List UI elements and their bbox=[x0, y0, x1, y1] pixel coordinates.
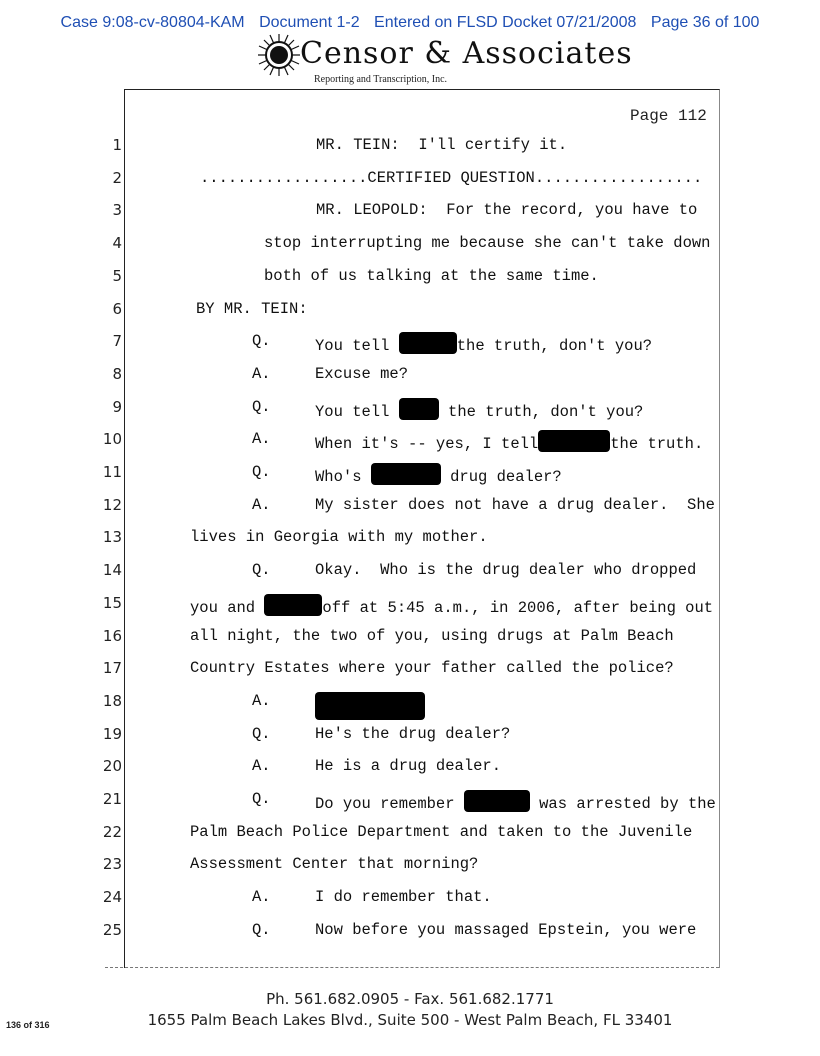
line-content: BY MR. TEIN: bbox=[196, 299, 308, 318]
line-number: 19 bbox=[102, 724, 122, 743]
line-content: MR. TEIN: I'll certify it. bbox=[316, 136, 568, 154]
transcript-line bbox=[0, 692, 820, 716]
line-content-after-redaction: the truth. bbox=[610, 435, 704, 454]
transcript-line bbox=[0, 169, 820, 193]
line-text bbox=[316, 136, 567, 154]
docket-page: Page 36 of 100 bbox=[650, 14, 760, 31]
redaction-block bbox=[538, 430, 610, 452]
line-content: Who's bbox=[315, 468, 371, 486]
line-number: 24 bbox=[102, 888, 122, 907]
line-content: I do remember that. bbox=[315, 888, 492, 907]
line-text bbox=[315, 365, 408, 383]
docket-entry: Entered on FLSD Docket 07/21/2008 bbox=[374, 14, 637, 31]
line-text bbox=[315, 398, 643, 421]
line-number: 3 bbox=[112, 201, 122, 220]
line-content: He is a drug dealer. bbox=[315, 757, 502, 776]
line-number: 16 bbox=[102, 626, 122, 645]
line-content: Do you remember bbox=[315, 795, 464, 813]
line-content: My sister does not have a drug dealer. She bbox=[315, 495, 715, 514]
line-content: Excuse me? bbox=[315, 364, 409, 383]
line-text bbox=[315, 430, 703, 453]
line-content: you and bbox=[190, 598, 265, 617]
transcript-line bbox=[0, 757, 820, 781]
line-text bbox=[315, 463, 562, 486]
line-number: 9 bbox=[112, 397, 122, 416]
line-text bbox=[190, 855, 478, 873]
transcript-line bbox=[0, 594, 820, 618]
line-content-after-redaction: the truth, don't you? bbox=[456, 337, 653, 356]
transcript-line bbox=[0, 725, 820, 749]
redaction-block bbox=[371, 463, 441, 485]
line-number: 20 bbox=[102, 757, 122, 776]
transcript-line bbox=[0, 365, 820, 389]
speaker-marker: A. bbox=[252, 757, 271, 776]
line-number: 23 bbox=[102, 855, 122, 874]
redaction-block bbox=[399, 398, 439, 420]
line-number: 14 bbox=[102, 561, 122, 580]
line-number: 22 bbox=[102, 822, 122, 841]
redaction-block bbox=[464, 790, 530, 812]
line-text bbox=[190, 627, 674, 645]
transcript-line bbox=[0, 300, 820, 324]
line-content: Okay. Who is the drug dealer who dropped bbox=[315, 561, 697, 580]
line-content: Palm Beach Police Department and taken to the Juvenile bbox=[190, 822, 693, 841]
case-number: Case 9:08-cv-80804-KAM bbox=[60, 14, 245, 31]
transcript-line bbox=[0, 398, 820, 422]
transcript-line bbox=[0, 823, 820, 847]
line-content-after-redaction: drug dealer? bbox=[440, 468, 562, 486]
line-number: 8 bbox=[112, 364, 122, 383]
line-content: Assessment Center that morning? bbox=[190, 855, 479, 874]
line-text bbox=[190, 823, 692, 841]
line-number: 6 bbox=[112, 299, 122, 318]
line-text bbox=[200, 169, 702, 187]
line-content: You tell bbox=[315, 337, 399, 356]
document-number: Document 1-2 bbox=[259, 14, 360, 31]
line-text bbox=[315, 692, 425, 720]
transcript-line bbox=[0, 136, 820, 160]
line-text bbox=[315, 888, 492, 906]
line-content: Now before you massaged Epstein, you were bbox=[315, 920, 697, 939]
transcript-line bbox=[0, 921, 820, 945]
transcript-line bbox=[0, 659, 820, 683]
company-logo bbox=[230, 32, 633, 90]
footer-address: 1655 Palm Beach Lakes Blvd., Suite 500 - West Palm Beach, FL 33401 bbox=[147, 1011, 673, 1029]
line-text bbox=[315, 561, 696, 579]
line-number: 18 bbox=[102, 691, 122, 710]
transcript-line bbox=[0, 201, 820, 225]
line-content-after-redaction: was arrested by the bbox=[529, 795, 716, 813]
transcript-line bbox=[0, 430, 820, 454]
line-content: stop interrupting me because she can't take down bbox=[264, 234, 711, 253]
speaker-marker: Q. bbox=[252, 332, 271, 351]
transcript-line bbox=[0, 561, 820, 585]
speaker-marker: Q. bbox=[252, 397, 271, 416]
speaker-marker: Q. bbox=[252, 463, 271, 481]
footer-phone: Ph. 561.682.0905 - Fax. 561.682.1771 bbox=[266, 990, 554, 1008]
line-text bbox=[315, 921, 696, 939]
line-text bbox=[315, 332, 652, 355]
speaker-marker: Q. bbox=[252, 920, 271, 939]
line-number: 1 bbox=[112, 136, 122, 154]
line-content: Country Estates where your father called the police? bbox=[190, 659, 674, 678]
line-text bbox=[315, 790, 716, 813]
line-content: You tell bbox=[315, 402, 399, 421]
line-text bbox=[316, 201, 697, 219]
line-content: lives in Georgia with my mother. bbox=[190, 528, 488, 547]
transcript-page-label: Page 112 bbox=[630, 107, 707, 125]
line-number: 12 bbox=[102, 495, 122, 514]
speaker-marker: A. bbox=[252, 495, 271, 514]
transcript-line bbox=[0, 888, 820, 912]
line-number: 25 bbox=[102, 920, 122, 939]
line-content: both of us talking at the same time. bbox=[264, 266, 599, 285]
line-number: 10 bbox=[102, 430, 122, 449]
redaction-block bbox=[399, 332, 457, 354]
transcript-line bbox=[0, 528, 820, 552]
speaker-marker: Q. bbox=[252, 790, 271, 808]
line-content: He's the drug dealer? bbox=[315, 724, 511, 743]
line-content-after-redaction: the truth, don't you? bbox=[438, 402, 644, 421]
page-count: 136 of 316 bbox=[6, 1020, 50, 1030]
line-number: 4 bbox=[112, 234, 122, 253]
line-number: 13 bbox=[102, 528, 122, 547]
line-number: 11 bbox=[102, 463, 122, 481]
transcript-line bbox=[0, 790, 820, 814]
line-content: When it's -- yes, I tell bbox=[315, 435, 539, 454]
line-text bbox=[315, 496, 715, 514]
transcript-line bbox=[0, 234, 820, 258]
line-text bbox=[190, 659, 674, 677]
transcript-line bbox=[0, 332, 820, 356]
transcript-line bbox=[0, 267, 820, 291]
line-number: 15 bbox=[102, 593, 122, 612]
redaction-block bbox=[315, 692, 425, 720]
line-text bbox=[196, 300, 308, 318]
speaker-marker: Q. bbox=[252, 561, 271, 580]
line-number: 21 bbox=[102, 790, 122, 808]
transcript-line bbox=[0, 463, 820, 487]
speaker-marker: A. bbox=[252, 691, 271, 710]
line-text bbox=[190, 594, 713, 617]
line-content: MR. LEOPOLD: For the record, you have to bbox=[316, 201, 698, 220]
line-content: all night, the two of you, using drugs at Palm Beach bbox=[190, 626, 674, 645]
line-content-after-redaction: off at 5:45 a.m., in 2006, after being out bbox=[322, 598, 714, 617]
line-text bbox=[264, 234, 710, 252]
docket-header bbox=[0, 14, 820, 32]
transcript-line bbox=[0, 855, 820, 879]
transcript-line bbox=[0, 496, 820, 520]
line-content: ..................CERTIFIED QUESTION.................. bbox=[200, 168, 703, 187]
line-number: 5 bbox=[112, 266, 122, 285]
line-number: 2 bbox=[112, 168, 122, 187]
speaker-marker: A. bbox=[252, 364, 271, 383]
speaker-marker: Q. bbox=[252, 724, 271, 743]
line-text bbox=[264, 267, 599, 285]
line-text bbox=[315, 757, 501, 775]
seal-icon bbox=[256, 32, 302, 78]
redaction-block bbox=[264, 594, 322, 616]
speaker-marker: A. bbox=[252, 430, 271, 449]
line-text bbox=[315, 725, 510, 743]
line-number: 7 bbox=[112, 332, 122, 351]
logo-subtitle: Reporting and Transcription, Inc. bbox=[314, 74, 448, 85]
logo-name: Censor & Associates bbox=[300, 36, 633, 71]
line-number: 17 bbox=[102, 659, 122, 678]
speaker-marker: A. bbox=[252, 888, 271, 907]
line-text bbox=[190, 528, 488, 546]
transcript-line bbox=[0, 627, 820, 651]
